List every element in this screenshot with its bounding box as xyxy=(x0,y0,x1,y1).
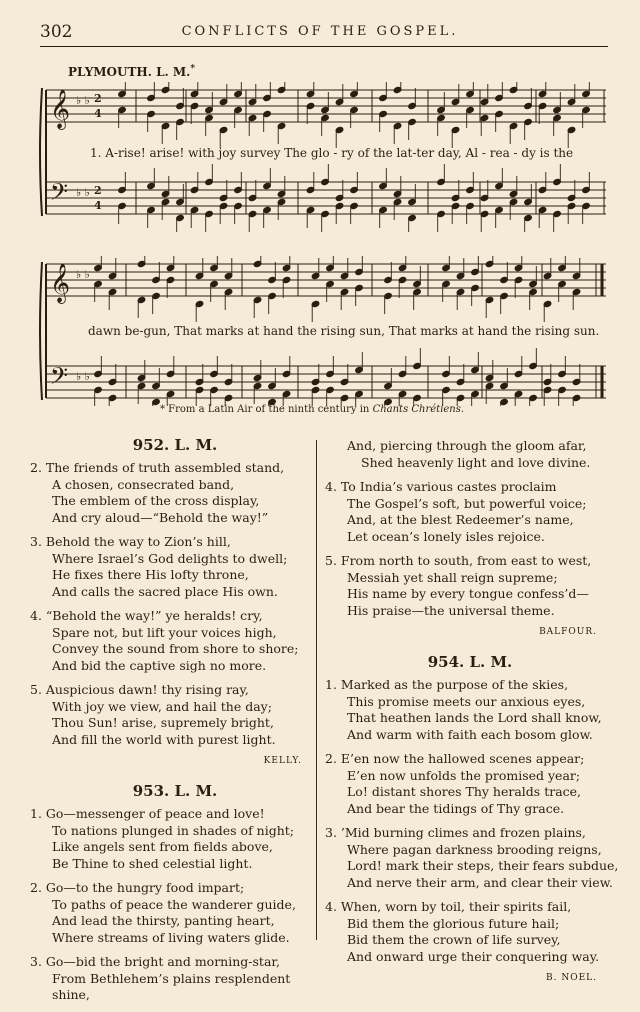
verse-line: 2. Go—to the hungry food impart; xyxy=(30,880,245,895)
verse-line: E’en now unfolds the promised year; xyxy=(347,767,581,783)
stanza xyxy=(325,751,615,817)
stanza xyxy=(325,825,619,891)
page-header xyxy=(40,22,600,46)
footnote-mark: * xyxy=(190,64,196,74)
left-column xyxy=(30,430,320,1012)
svg-text:2: 2 xyxy=(94,184,102,197)
verse-line: And cry aloud—“Behold the way!” xyxy=(52,509,269,525)
verse-line: With joy we view, and hail the day; xyxy=(52,698,272,714)
svg-text:♭ ♭: ♭ ♭ xyxy=(76,186,90,199)
verse-line: His name by every tongue confess’d— xyxy=(347,586,589,601)
right-column xyxy=(325,438,619,993)
verse-line: Lord! mark their steps, their fears subdue, xyxy=(347,858,619,873)
page-number: 302 xyxy=(40,22,73,42)
verse-line: Where pagan darkness brooding reigns, xyxy=(347,841,602,857)
hymn-952-author: KELLY. xyxy=(263,756,302,766)
verse-line: 1. Marked as the purpose of the skies, xyxy=(325,677,569,692)
stanza xyxy=(30,608,320,674)
verse-line: A chosen, consecrated band, xyxy=(52,476,235,492)
bass-staff-1 xyxy=(46,182,606,214)
verse-line: The emblem of the cross display, xyxy=(52,493,260,508)
verse-line: shine, xyxy=(52,987,90,1002)
verse-line: Where streams of living waters glide. xyxy=(52,929,290,945)
hymn-952-stanzas xyxy=(30,460,320,748)
verse-line: And, piercing through the gloom afar, xyxy=(347,438,587,453)
stanza xyxy=(325,899,615,965)
hymn-954-heading: 954. L. M. xyxy=(427,653,513,671)
footnote-source: Chants Chrétiens. xyxy=(372,404,465,415)
hymn-953-heading: 953. L. M. xyxy=(132,782,218,800)
svg-text:4: 4 xyxy=(94,107,102,120)
verse-line: Spare not, but lift your voices high, xyxy=(52,624,277,640)
running-title: CONFLICTS OF THE GOSPEL. xyxy=(181,24,459,39)
hymn-953-author: BALFOUR. xyxy=(539,627,597,637)
stanza xyxy=(325,677,615,743)
header-rule xyxy=(40,46,608,47)
verse-line: He fixes there His lofty throne, xyxy=(52,567,249,582)
verse-line: Messiah yet shall reign supreme; xyxy=(347,569,558,585)
verse-line: 1. Go—messenger of peace and love! xyxy=(30,806,265,821)
verse-line: 4. To India’s various castes proclaim xyxy=(325,479,557,494)
verse-line: From Bethlehem’s plains resplendent xyxy=(52,970,291,986)
footnote xyxy=(160,404,464,415)
verse-line: Bid them the crown of life survey, xyxy=(347,932,561,947)
verse-line: And nerve their arm, and clear their view. xyxy=(347,874,613,890)
verse-line: And calls the sacred place His own. xyxy=(52,583,278,599)
footnote-text: * From a Latin Air of the ninth century in xyxy=(160,404,373,415)
verse-line: Convey the sound from shore to shore; xyxy=(52,641,299,656)
tune-name-text: PLYMOUTH. L. M. xyxy=(68,65,191,79)
verse-line: Like angels sent from fields above, xyxy=(52,839,273,854)
verse-line: This promise meets our anxious eyes, xyxy=(347,693,586,709)
verse-line: And, at the blest Redeemer’s name, xyxy=(347,512,574,527)
verse-line: Let ocean’s lonely isles rejoice. xyxy=(347,528,545,544)
verse-line: Be Thine to shed celestial light. xyxy=(52,855,253,871)
hymn-953-continuation xyxy=(325,438,615,471)
treble-clef-icon: 𝄞 xyxy=(50,89,71,129)
verse-line: His praise—the universal theme. xyxy=(347,602,555,618)
verse-line: Where Israel’s God delights to dwell; xyxy=(52,550,288,566)
verse-line: To paths of peace the wanderer guide, xyxy=(52,896,296,912)
hymn-952-heading: 952. L. M. xyxy=(132,436,218,454)
verse-line: And bear the tidings of Thy grace. xyxy=(347,800,565,816)
stanza xyxy=(30,534,320,600)
svg-text:2: 2 xyxy=(94,92,102,105)
tune-name xyxy=(68,64,195,79)
stanza xyxy=(30,460,320,526)
svg-text:♭ ♭: ♭ ♭ xyxy=(76,268,90,281)
svg-text:4: 4 xyxy=(94,199,102,212)
verse-line: Bid them the glorious future hail; xyxy=(347,915,560,931)
stanza xyxy=(30,806,320,872)
verse-line: 4. “Behold the way!” ye heralds! cry, xyxy=(30,608,263,623)
lyric-line-1: 1. A-rise! arise! with joy survey The glo - ry of the lat-ter day, Al - rea - dy is the xyxy=(90,146,574,160)
verse-line: And fill the world with purest light. xyxy=(52,731,276,747)
bass-clef-icon: 𝄢 xyxy=(50,178,69,211)
hymn-953-stanzas-cont xyxy=(325,479,615,619)
verse-line: Thou Sun! arise, supremely bright, xyxy=(52,715,274,730)
verse-line: 5. Auspicious dawn! thy rising ray, xyxy=(30,682,249,697)
treble-clef-icon: 𝄞 xyxy=(50,263,71,303)
verse-line: And lead the thirsty, panting heart, xyxy=(52,913,275,928)
verse-line: Lo! distant shores Thy heralds trace, xyxy=(347,784,582,799)
verse-line: To nations plunged in shades of night; xyxy=(52,822,295,838)
stanza xyxy=(30,682,320,748)
hymn-954-author: B. NOEL. xyxy=(546,973,597,983)
verse-line: That heathen lands the Lord shall know, xyxy=(347,710,602,725)
svg-text:♭ ♭: ♭ ♭ xyxy=(76,370,90,383)
verse-line: Shed heavenly light and love divine. xyxy=(361,454,591,470)
verse-line: 3. ’Mid burning climes and frozen plains, xyxy=(325,825,586,840)
hymn-954-stanzas xyxy=(325,677,619,965)
stanza xyxy=(30,954,320,1004)
stanza xyxy=(325,479,615,545)
verse-line: 5. From north to south, from east to west, xyxy=(325,553,592,568)
verse-line: 3. Behold the way to Zion’s hill, xyxy=(30,534,231,549)
verse-line: The Gospel’s soft, but powerful voice; xyxy=(347,495,587,511)
verse-line: 2. E’en now the hallowed scenes appear; xyxy=(325,751,585,766)
verse-line: And warm with faith each bosom glow. xyxy=(347,726,593,742)
lyric-line-2: dawn be-gun, That marks at hand the rising sun, That marks at hand the rising sun. xyxy=(88,324,600,338)
stanza xyxy=(325,553,615,619)
verse-line: 4. When, worn by toil, their spirits fail, xyxy=(325,899,572,914)
verse-line: And bid the captive sigh no more. xyxy=(52,657,267,673)
verse-line: And onward urge their conquering way. xyxy=(347,948,600,964)
hymn-953-stanzas xyxy=(30,806,320,1004)
bass-clef-icon: 𝄢 xyxy=(50,362,69,395)
verse-line: 3. Go—bid the bright and morning-star, xyxy=(30,954,280,969)
svg-text:♭ ♭: ♭ ♭ xyxy=(76,94,90,107)
verse-line: 2. The friends of truth assembled stand, xyxy=(30,460,285,475)
stanza xyxy=(30,880,320,946)
